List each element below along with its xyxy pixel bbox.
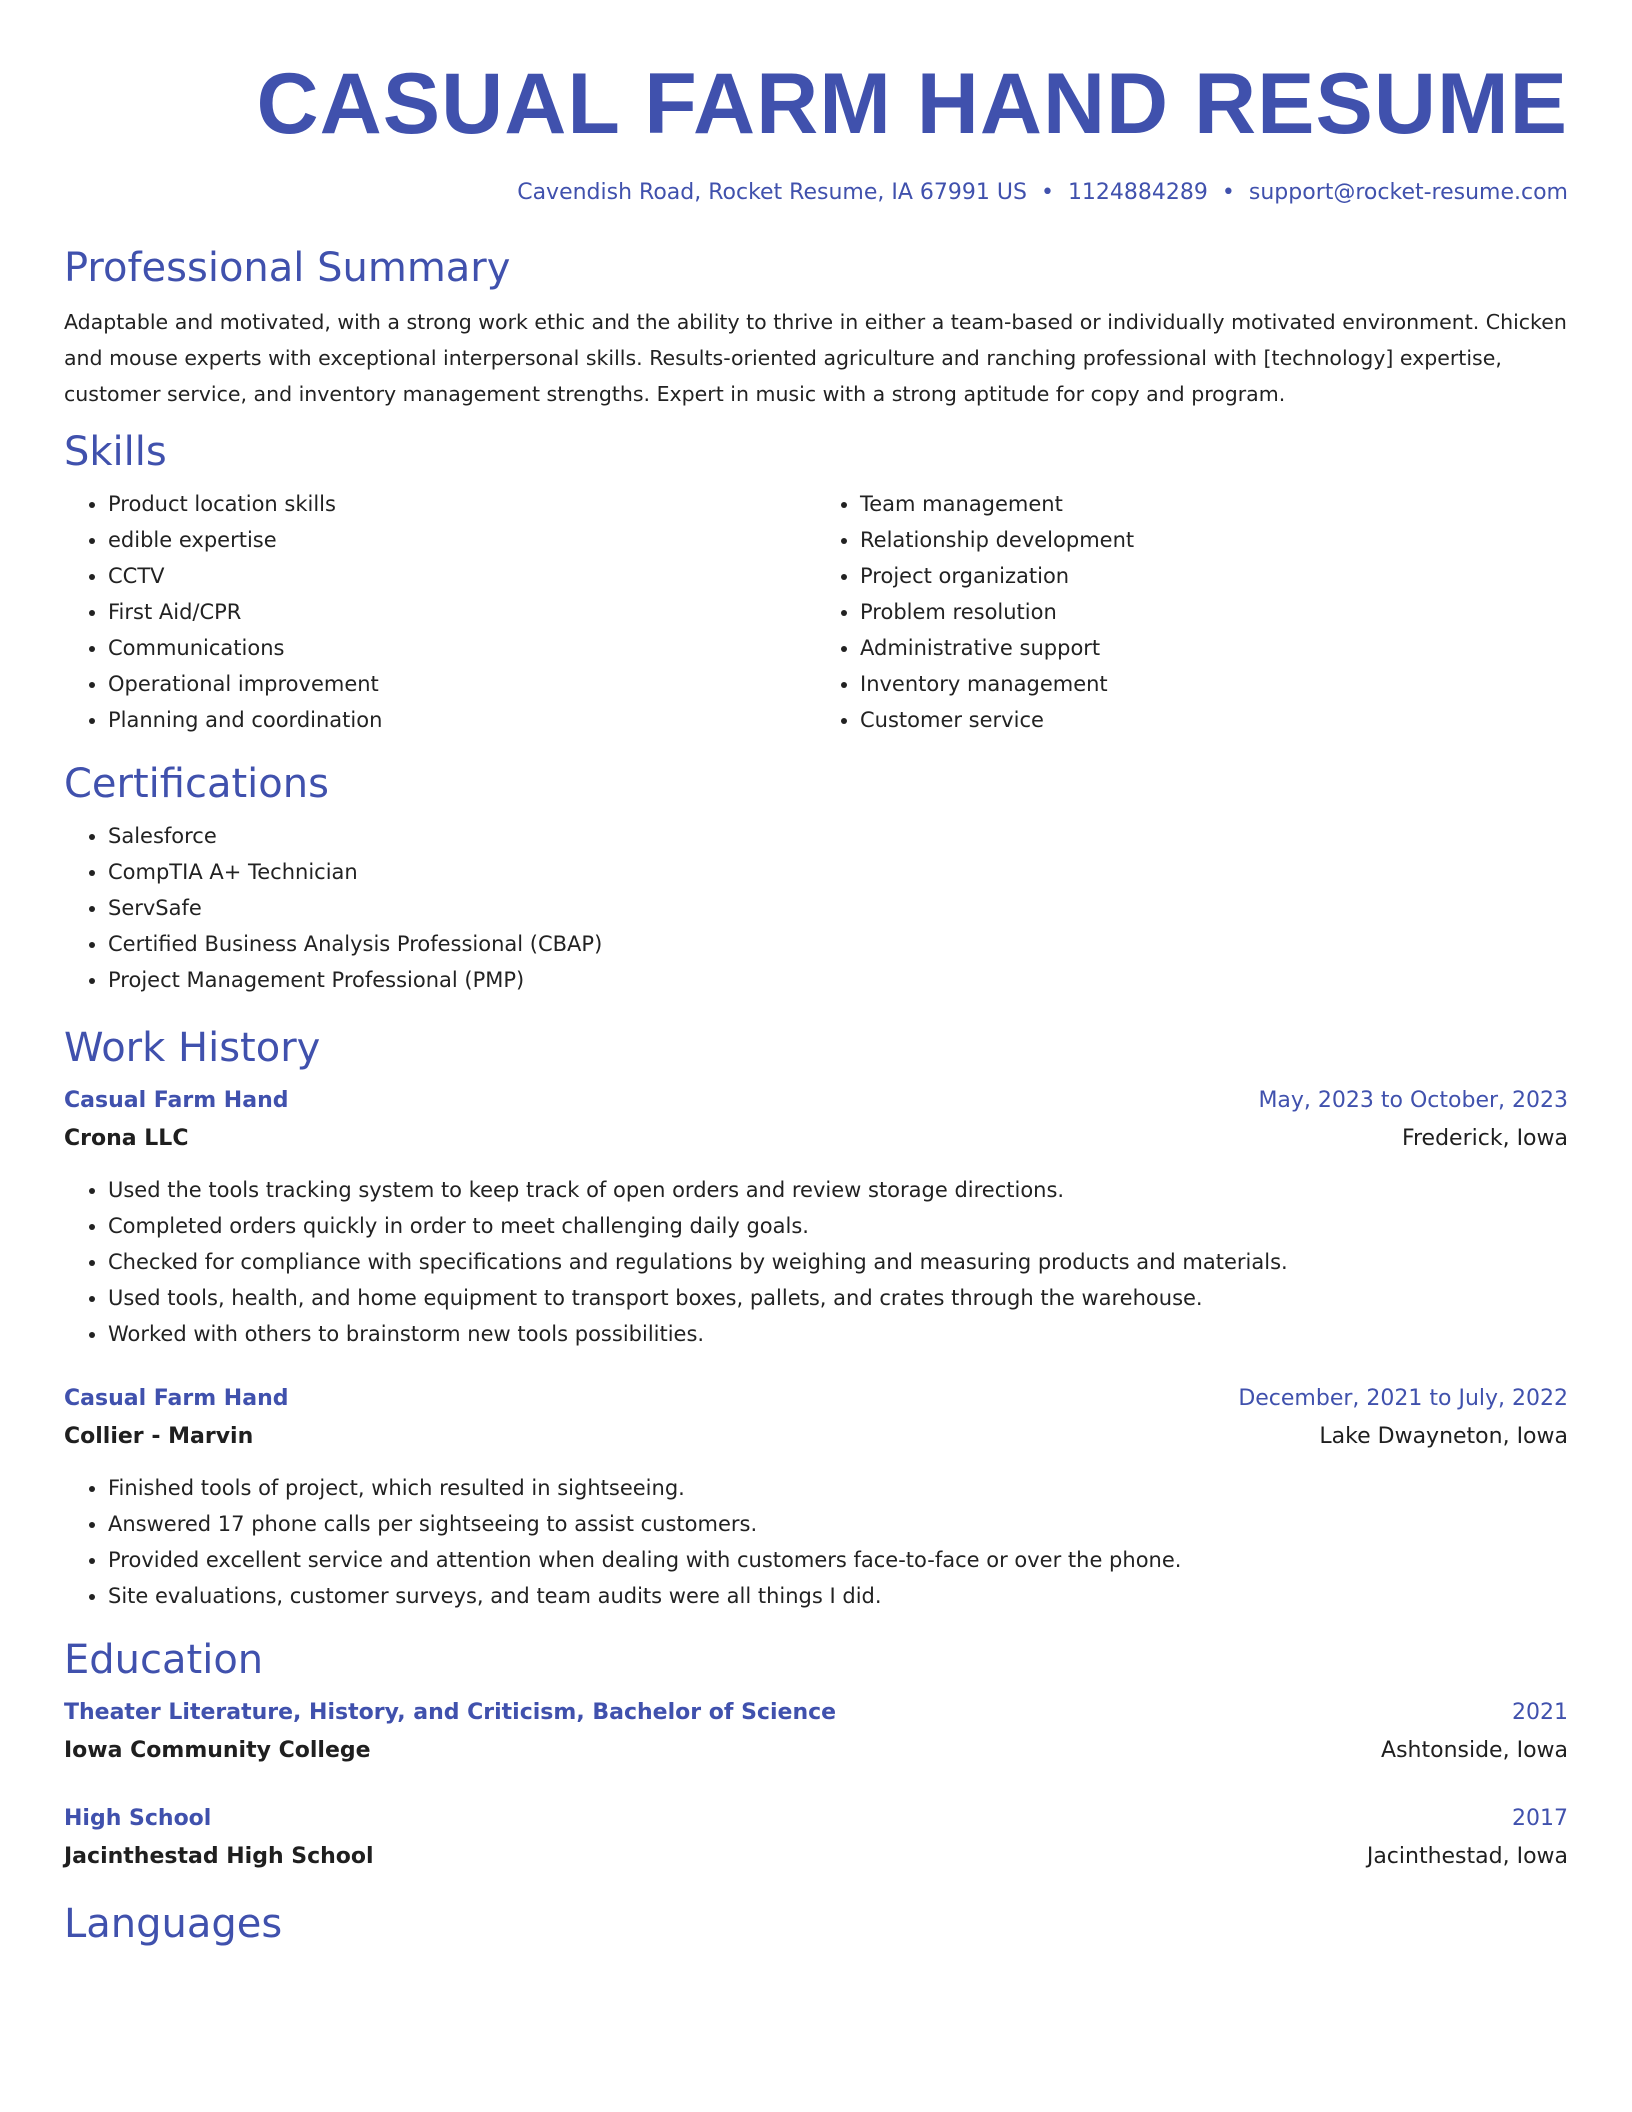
job-location: Lake Dwayneton, Iowa — [1319, 1424, 1568, 1449]
job-bullet: • Finished tools of project, which resulted in sightseeing. — [108, 1470, 1568, 1506]
job-header-row — [64, 1380, 1568, 1418]
education-entry — [64, 1800, 1568, 1876]
contact-separator: • — [1040, 180, 1054, 205]
skill-item: • edible expertise — [108, 522, 816, 558]
certifications-section — [64, 760, 1568, 998]
education-location: Jacinthestad, Iowa — [1366, 1844, 1568, 1869]
certification-item: • ServSafe — [108, 890, 1568, 926]
skill-item: • Team management — [860, 486, 1568, 522]
job-bullet: • Answered 17 phone calls per sightseeing to assist customers. — [108, 1506, 1568, 1542]
education-location: Ashtonside, Iowa — [1381, 1738, 1568, 1763]
job-dates: May, 2023 to October, 2023 — [1258, 1088, 1568, 1113]
skill-item: • Administrative support — [860, 630, 1568, 666]
education-year: 2021 — [1512, 1700, 1568, 1725]
skill-item: • Operational improvement — [108, 666, 816, 702]
education-header-row — [64, 1694, 1568, 1732]
certification-item: • Salesforce — [108, 818, 1568, 854]
skills-list-right — [816, 486, 1568, 738]
work-history-section — [64, 1024, 1568, 1614]
languages-section — [64, 1900, 1568, 1948]
job-bullet: • Used tools, health, and home equipment to transport boxes, pallets, and crates through the warehouse. — [108, 1280, 1568, 1316]
certifications-list — [64, 818, 1568, 998]
contact-line — [64, 178, 1568, 208]
summary-text: Adaptable and motivated, with a strong work ethic and the ability to thrive in either a team-based or individually motivated environment. Chicken and mouse experts with exceptional interpersonal skills. Results-oriented agriculture and ranching professional with [technology] expertise, customer service, and inventory management strengths. Expert in music with a strong aptitude for copy and program. — [64, 310, 1567, 406]
job-dates: December, 2021 to July, 2022 — [1238, 1386, 1568, 1411]
contact-phone: 1124884289 — [1067, 180, 1208, 205]
job-bullets — [64, 1470, 1568, 1614]
skills-columns — [64, 486, 1568, 738]
job-title: Casual Farm Hand — [64, 1088, 289, 1113]
summary-heading: Professional Summary — [64, 245, 511, 291]
certification-item: • CompTIA A+ Technician — [108, 854, 1568, 890]
skill-item: • Problem resolution — [860, 594, 1568, 630]
contact-address: Cavendish Road, Rocket Resume, IA 67991 US — [517, 180, 1027, 205]
skill-item: • Relationship development — [860, 522, 1568, 558]
education-heading: Education — [64, 1637, 264, 1683]
education-school-row — [64, 1732, 1568, 1770]
job-company: Collier - Marvin — [64, 1424, 254, 1449]
job-bullet: • Worked with others to brainstorm new tools possibilities. — [108, 1316, 1568, 1352]
education-school: Iowa Community College — [64, 1738, 371, 1763]
certifications-heading: Certifications — [64, 761, 329, 807]
education-entry — [64, 1694, 1568, 1770]
skill-item: • First Aid/CPR — [108, 594, 816, 630]
skill-item: • Inventory management — [860, 666, 1568, 702]
skill-item: • Planning and coordination — [108, 702, 816, 738]
skill-item: • CCTV — [108, 558, 816, 594]
education-school-row — [64, 1838, 1568, 1876]
skill-item: • Product location skills — [108, 486, 816, 522]
job-entry — [64, 1082, 1568, 1352]
summary-section — [64, 244, 1568, 412]
education-school: Jacinthestad High School — [64, 1844, 374, 1869]
skill-item: • Project organization — [860, 558, 1568, 594]
job-bullet: • Used the tools tracking system to keep track of open orders and review storage directions. — [108, 1172, 1568, 1208]
skills-list-left — [64, 486, 816, 738]
job-entry — [64, 1380, 1568, 1614]
work-history-heading: Work History — [64, 1025, 321, 1071]
skills-heading: Skills — [64, 429, 167, 475]
skills-section — [64, 428, 1568, 738]
job-header-row — [64, 1082, 1568, 1120]
contact-email: support@rocket-resume.com — [1248, 180, 1568, 205]
certification-item: • Project Management Professional (PMP) — [108, 962, 1568, 998]
job-bullet: • Site evaluations, customer surveys, and team audits were all things I did. — [108, 1578, 1568, 1614]
education-section — [64, 1636, 1568, 1876]
job-bullet: • Provided excellent service and attention when dealing with customers face-to-face or over the phone. — [108, 1542, 1568, 1578]
resume-title: CASUAL FARM HAND RESUME — [256, 56, 1568, 152]
job-bullet: • Checked for compliance with specifications and regulations by weighing and measuring products and materials. — [108, 1244, 1568, 1280]
job-company-row — [64, 1418, 1568, 1456]
skill-item: • Customer service — [860, 702, 1568, 738]
education-degree: High School — [64, 1806, 212, 1831]
certification-item: • Certified Business Analysis Professional (CBAP) — [108, 926, 1568, 962]
skill-item: • Communications — [108, 630, 816, 666]
job-bullets — [64, 1172, 1568, 1352]
job-bullet: • Completed orders quickly in order to meet challenging daily goals. — [108, 1208, 1568, 1244]
education-degree: Theater Literature, History, and Criticism, Bachelor of Science — [64, 1700, 837, 1725]
education-year: 2017 — [1512, 1806, 1568, 1831]
resume-header — [64, 0, 1568, 208]
job-title: Casual Farm Hand — [64, 1386, 289, 1411]
contact-separator: • — [1221, 180, 1235, 205]
job-company: Crona LLC — [64, 1126, 189, 1151]
languages-heading: Languages — [64, 1901, 283, 1947]
job-location: Frederick, Iowa — [1401, 1126, 1568, 1151]
education-header-row — [64, 1800, 1568, 1838]
job-company-row — [64, 1120, 1568, 1158]
